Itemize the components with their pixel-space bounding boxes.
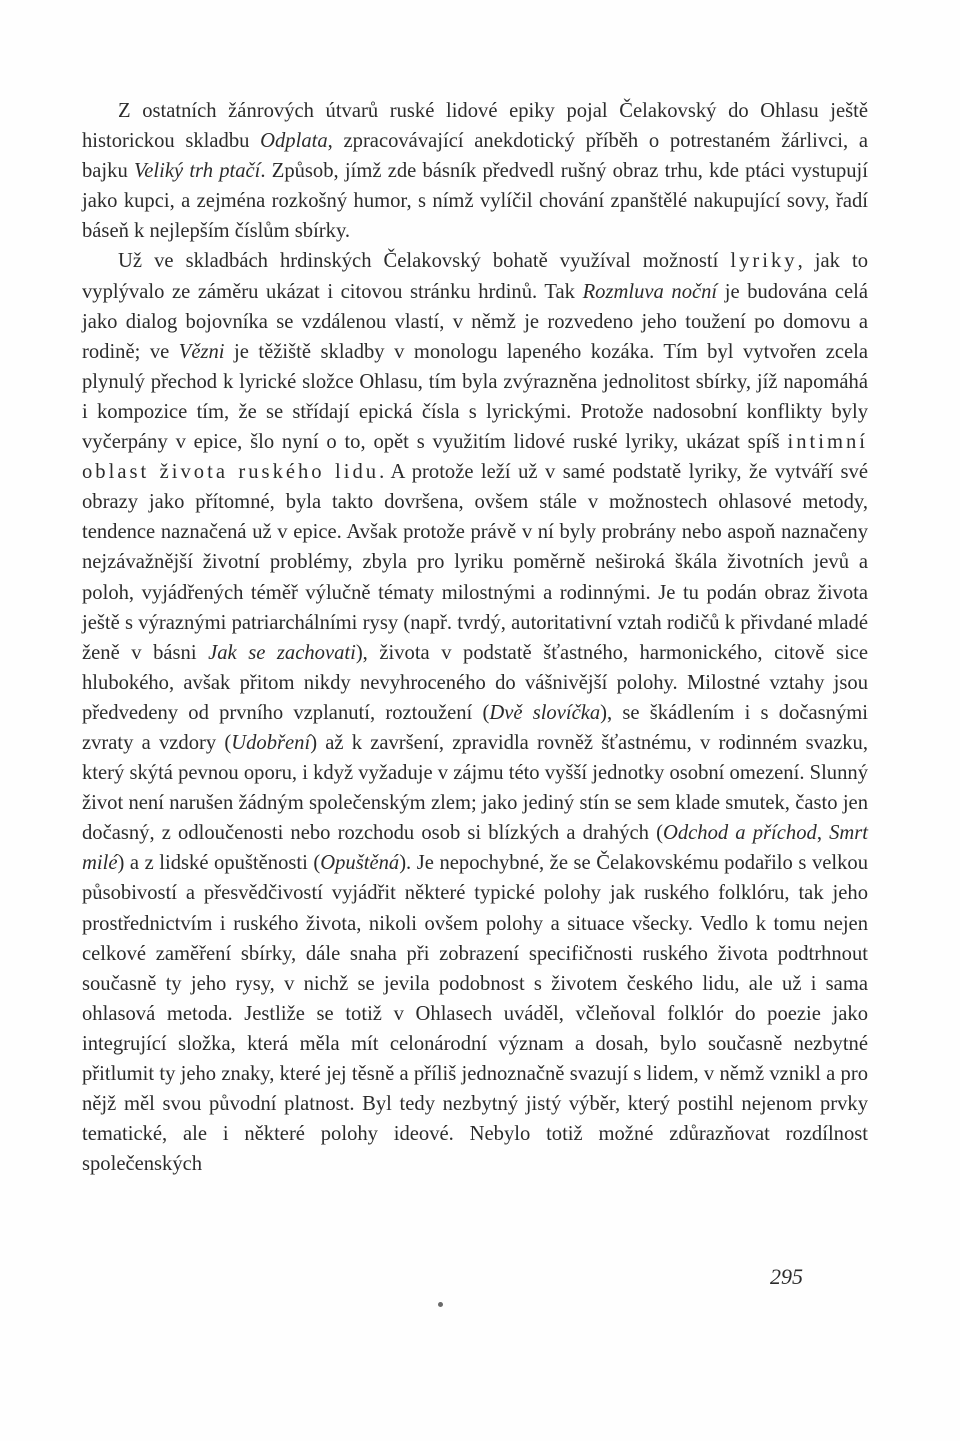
italic-title: Udobření xyxy=(231,731,311,754)
text-run: . A protože leží už v samé podstatě lyriky, že vytváří své obrazy jako přítomné, byla takto dovršena, ovšem stále v možnostech ohlasové metody, tendence naznačená už v epice. Avšak protože právě v ní byly probrány nebo aspoň naznačeny nejzávažnější životní problémy, zbyla pro lyriku poměrně neširoká škála životních jevů a poloh, vyjádřených téměř výlučně tématy milostnými a rodinnými. Je tu podán obraz života ještě s výraznými patriarchálními rysy (např. tvrdý, autoritativní vztah rodičů k přivdané mladé ženě v básni xyxy=(82,461,868,664)
text-run: , zpracovávající anekdotický příběh o potrestaném žárlivci, a bajku xyxy=(82,130,868,183)
text-run: Z ostatních žánrových útvarů ruské lidové epiky pojal Čelakovský do Ohlasu ještě historickou skladbu xyxy=(82,100,868,153)
italic-title: Jak se zachovati xyxy=(208,641,356,664)
italic-title: Opuštěná xyxy=(320,852,400,875)
italic-title: Dvě slovíčka xyxy=(489,701,601,724)
italic-title: Veliký trh ptačí xyxy=(133,160,261,183)
text-run: ), se škádlením i s dočasnými zvraty a vzdory ( xyxy=(82,701,868,754)
text-run: ) a z lidské opuštěnosti ( xyxy=(117,852,321,875)
text-run: ), života v podstatě šťastného, harmonického, citově sice hlubokého, avšak přitom nikdy nevyhroceného do vášnivější polohy. Milostné vztahy jsou předvedeny od prvního vzplanutí, roztoužení ( xyxy=(82,641,868,724)
italic-title: Smrt milé xyxy=(82,822,869,875)
italic-title: Odchod a příchod xyxy=(662,822,817,845)
body-text xyxy=(82,96,868,1179)
italic-title: Odplata xyxy=(260,130,328,153)
text-run: ). Je nepochybné, že se Čelakovskému podařilo s velkou působivostí a přesvědčivostí vyjádřit některé typické polohy jak ruského folklóru, tak jeho prostřednictvím i ruského života, nikoli ovšem polohy a situace všecky. Vedlo k tomu nejen celkové zaměření sbírky, dále snaha při zobrazení specifičnosti ruského života podtrhnout současně ty jeho rysy, v nichž se jevila podobnost s životem českého lidu, ale už i sama ohlasová metoda. Jestliže se totiž v Ohlasech uváděl, včleňoval folklór do poezie jako integrující složka, která měla mít celonárodní význam a dosah, bylo současně nezbytné přitlumit ty jeho znaky, které jej těsně a příliš jednoznačně svazují s lidem, v němž vznikl a pro nějž měl svou původní platnost. Byl tedy nezbytný jistý výběr, který postihl nejenom prvky tematické, ale i některé polohy ideové. Nebylo totiž možné zdůrazňovat rozdílnost společenských xyxy=(82,852,868,1176)
text-run: , xyxy=(816,822,830,845)
spaced-emphasis: intimní oblast života ruského lidu xyxy=(82,431,868,484)
italic-title: Rozmluva noční xyxy=(582,280,718,303)
text-run: Už ve skladbách hrdinských Čelakovský bohatě využíval možností xyxy=(118,250,731,273)
text-run: , jak to vyplývalo ze záměru ukázat i citovou stránku hrdinů. Tak xyxy=(82,250,869,303)
text-run: ) až k završení, zpravidla rovněž šťastnému, v rodinném svazku, který skýtá pevnou oporu, i když vyžaduje v zájmu této vyšší jednotky osobní omezení. Slunný život není narušen žádným společenským zlem; jako jediný stín se sem klade smutek, často jen dočasný, z odloučenosti nebo rozchodu osob si blízkých a drahých ( xyxy=(82,731,868,845)
text-run: je těžiště skladby v monologu lapeného kozáka. Tím byl vytvořen zcela plynulý přechod k lyrické složce Ohlasu, tím byla zvýrazněna jednolitost sbírky, jíž napomáhá i kompozice tím, že se střídají epická čísla s lyrickými. Protože nadosobní konflikty byly vyčerpány v epice, šlo nyní o to, opět s využitím lidové ruské lyriky, ukázat spíš xyxy=(82,340,868,454)
paragraph xyxy=(82,96,868,246)
ink-speck xyxy=(438,1302,443,1307)
text-run: je budována celá jako dialog bojovníka se vzdálenou vlastí, v němž je rozvedeno jeho toužení po domovu a rodině; ve xyxy=(82,280,869,363)
text-run: . Způsob, jímž zde básník předvedl rušný obraz trhu, kde ptáci vystupují jako kupci, a zejména rozkošný humor, s nímž vylíčil chování zpanštělé nakupující sovy, řadí báseň k nejlepším číslům sbírky. xyxy=(82,160,868,243)
page-number: 295 xyxy=(770,1264,803,1289)
italic-title: Vězni xyxy=(178,340,225,363)
paragraph xyxy=(82,246,868,1179)
spaced-emphasis: lyriky xyxy=(730,250,798,273)
